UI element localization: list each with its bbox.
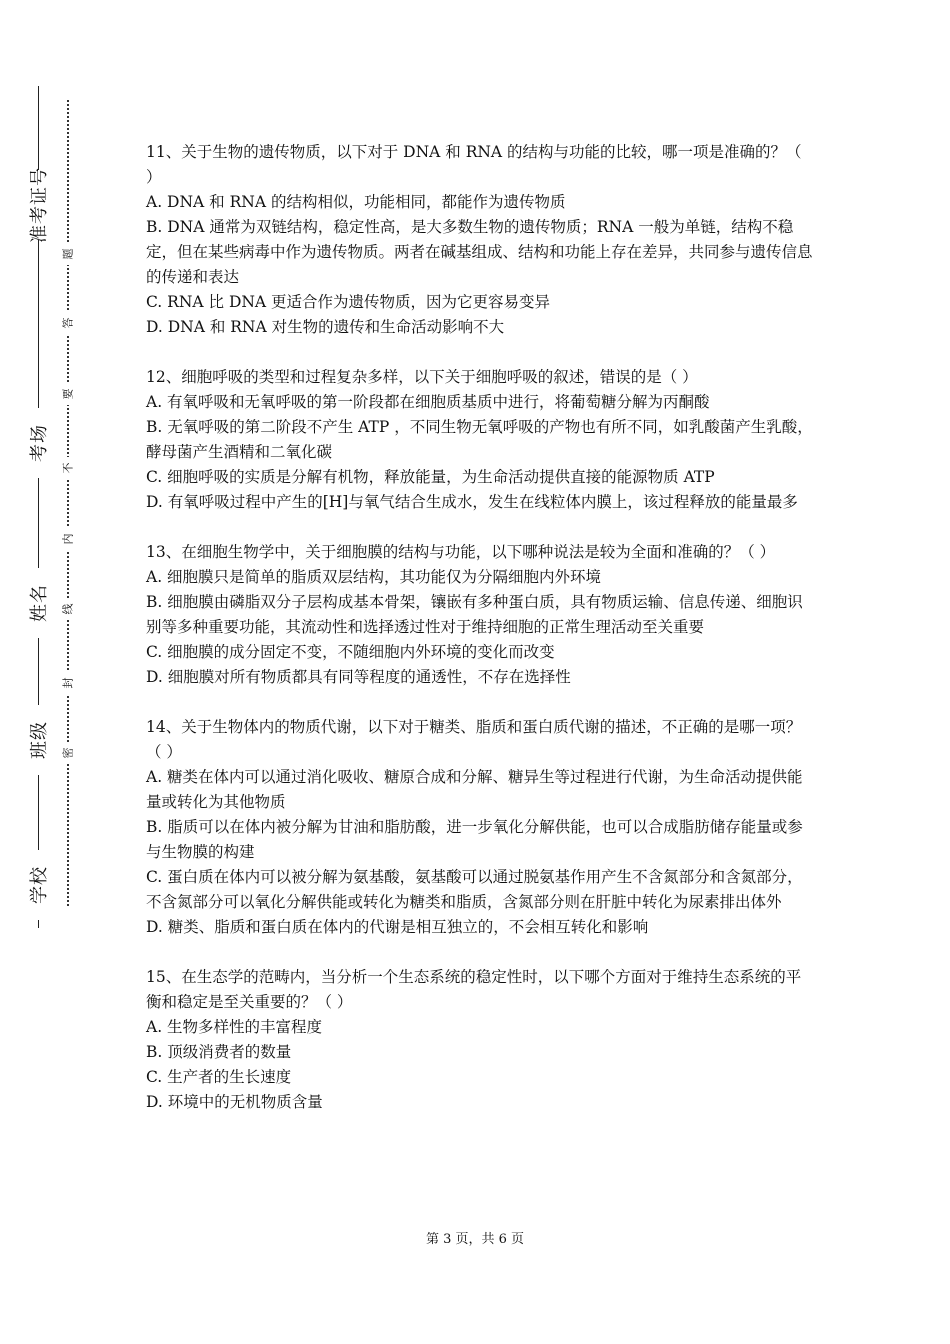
question-stem: 15、在生态学的范畴内，当分析一个生态系统的稳定性时，以下哪个方面对于维持生态系统的平衡和稳定是至关重要的？（ ）	[146, 968, 802, 1011]
seal-char: 密	[57, 742, 77, 764]
field-class-label: 班级	[18, 705, 58, 775]
seal-char: 封	[57, 672, 77, 694]
option-c: C. RNA 比 DNA 更适合作为遗传物质，因为它更容易变异	[146, 293, 551, 311]
option-d: D. 糖类、脂质和蛋白质在体内的代谢是相互独立的，不会相互转化和影响	[146, 918, 649, 936]
question-11	[146, 140, 814, 340]
question-list	[146, 140, 814, 1140]
question-stem: 13、在细胞生物学中，关于细胞膜的结构与功能，以下哪种说法是较为全面和准确的？（ ）	[146, 543, 776, 561]
option-d: D. DNA 和 RNA 对生物的遗传和生命活动影响不大	[146, 318, 505, 336]
option-b: B. 无氧呼吸的第二阶段不产生 ATP ，不同生物无氧呼吸的产物也有所不同，如乳酸菌产生乳酸，酵母菌产生酒精和二氧化碳	[146, 418, 813, 461]
seal-char: 内	[57, 528, 77, 550]
field-exam-id-label: 准考证号	[18, 170, 58, 240]
question-14	[146, 715, 814, 940]
option-b: B. DNA 通常为双链结构，稳定性高，是大多数生物的遗传物质；RNA 一般为单链，结构不稳定，但在某些病毒中作为遗传物质。两者在碱基组成、结构和功能上存在差异，共同参与遗传信息的传递和表达	[146, 218, 813, 286]
option-a: A. 糖类在体内可以通过消化吸收、糖原合成和分解、糖异生等过程进行代谢，为生命活动提供能量或转化为其他物质	[146, 768, 803, 811]
question-15	[146, 965, 814, 1115]
option-c: C. 生产者的生长速度	[146, 1068, 292, 1086]
question-12	[146, 365, 814, 515]
seal-char: 不	[57, 457, 77, 479]
field-exam-room-label: 考场	[18, 408, 58, 478]
binding-dotted-line	[67, 100, 69, 906]
field-name-label: 姓名	[18, 568, 58, 638]
option-c: C. 蛋白质在体内可以被分解为氨基酸，氨基酸可以通过脱氨基作用产生不含氮部分和含氮部分，不含氮部分可以氧化分解供能或转化为糖类和脂质，含氮部分则在肝脏中转化为尿素排出体外	[146, 868, 803, 911]
seal-char: 题	[57, 243, 77, 265]
question-stem: 12、细胞呼吸的类型和过程复杂多样，以下关于细胞呼吸的叙述，错误的是（ ）	[146, 368, 698, 386]
question-stem: 11、关于生物的遗传物质，以下对于 DNA 和 RNA 的结构与功能的比较，哪一项是准确的？（ ）	[146, 143, 802, 186]
option-a: A. 有氧呼吸和无氧呼吸的第一阶段都在细胞质基质中进行，将葡萄糖分解为丙酮酸	[146, 393, 710, 411]
seal-char: 线	[57, 598, 77, 620]
option-b: B. 顶级消费者的数量	[146, 1043, 292, 1061]
option-d: D. 有氧呼吸过程中产生的[H]与氧气结合生成水，发生在线粒体内膜上，该过程释放的能量最多	[146, 493, 798, 511]
seal-char: 答	[57, 312, 77, 334]
question-stem: 14、关于生物体内的物质代谢，以下对于糖类、脂质和蛋白质代谢的描述，不正确的是哪一项？（ ）	[146, 718, 802, 761]
option-b: B. 脂质可以在体内被分解为甘油和脂肪酸，进一步氧化分解供能，也可以合成脂肪储存能量或参与生物膜的构建	[146, 818, 803, 861]
option-c: C. 细胞膜的成分固定不变，不随细胞内外环境的变化而改变	[146, 643, 555, 661]
option-b: B. 细胞膜由磷脂双分子层构成基本骨架，镶嵌有多种蛋白质，具有物质运输、信息传递、细胞识别等多种重要功能，其流动性和选择透过性对于维持细胞的正常生理活动至关重要	[146, 593, 803, 636]
seal-char: 要	[57, 383, 77, 405]
page-number-footer: 第 3 页，共 6 页	[425, 1232, 525, 1247]
option-a: A. 生物多样性的丰富程度	[146, 1018, 323, 1036]
option-c: C. 细胞呼吸的实质是分解有机物，释放能量，为生命活动提供直接的能源物质 ATP	[146, 468, 715, 486]
option-d: D. 环境中的无机物质含量	[146, 1093, 323, 1111]
field-school-label: 学校	[18, 850, 58, 920]
question-13	[146, 540, 814, 690]
option-a: A. DNA 和 RNA 的结构相似，功能相同，都能作为遗传物质	[146, 193, 566, 211]
option-a: A. 细胞膜只是简单的脂质双层结构，其功能仅为分隔细胞内外环境	[146, 568, 602, 586]
option-d: D. 细胞膜对所有物质都具有同等程度的通透性，不存在选择性	[146, 668, 571, 686]
